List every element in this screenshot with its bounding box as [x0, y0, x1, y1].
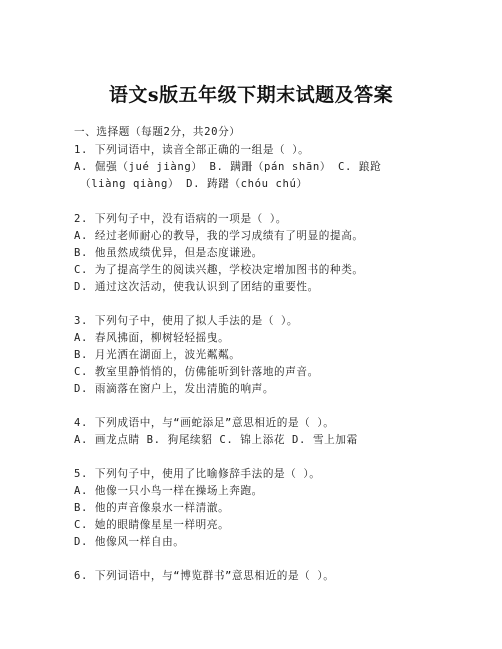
- question-2-option-b: B. 他虽然成绩优异，但是态度谦逊。: [74, 247, 263, 259]
- question-3-option-b: B. 月光洒在湖面上，波光粼粼。: [74, 349, 241, 361]
- document-title: 语文s版五年级下期末试题及答案: [108, 84, 394, 106]
- question-5-stem: 5. 下列句子中，使用了比喻修辞手法的是（ ）。: [74, 468, 321, 480]
- question-2-stem: 2. 下列句子中，没有语病的一项是（ ）。: [74, 213, 287, 225]
- question-3-stem: 3. 下列句子中，使用了拟人手法的是（ ）。: [74, 315, 299, 327]
- question-3-option-c: C. 教室里静悄悄的，仿佛能听到针落地的声音。: [74, 366, 319, 378]
- section-heading: 一、选择题（每题2分，共20分）: [74, 126, 241, 138]
- question-6-stem: 6. 下列词语中，与“博览群书”意思相近的是（ ）。: [74, 570, 335, 582]
- question-3-option-a: A. 春风拂面，柳树轻轻摇曳。: [74, 332, 230, 344]
- question-4-stem: 4. 下列成语中，与“画蛇添足”意思相近的是（ ）。: [74, 417, 335, 429]
- question-5-option-a: A. 他像一只小鸟一样在操场上奔跑。: [74, 485, 263, 497]
- question-1-option-line-2: （liàng qiàng） D. 踌躇（chóu chú）: [80, 178, 308, 190]
- question-4-options: A. 画龙点睛 B. 狗尾续貂 C. 锦上添花 D. 雪上加霜: [74, 434, 358, 446]
- question-2-option-d: D. 通过这次活动，使我认识到了团结的重要性。: [74, 281, 319, 293]
- question-1-stem: 1. 下列词语中，读音全部正确的一组是（ ）。: [74, 144, 310, 156]
- question-3-option-d: D. 雨滴落在窗户上，发出清脆的响声。: [74, 383, 275, 395]
- question-2-option-c: C. 为了提高学生的阅读兴趣，学校决定增加图书的种类。: [74, 264, 364, 276]
- question-1-option-line-1: A. 倔强（jué jiàng） B. 蹒跚（pán shān） C. 踉跄: [74, 161, 382, 173]
- question-5-option-d: D. 他像风一样自由。: [74, 536, 185, 548]
- question-5-option-c: C. 她的眼睛像星星一样明亮。: [74, 519, 230, 531]
- question-2-option-a: A. 经过老师耐心的教导，我的学习成绩有了明显的提高。: [74, 230, 364, 242]
- question-5-option-b: B. 他的声音像泉水一样清澈。: [74, 502, 230, 514]
